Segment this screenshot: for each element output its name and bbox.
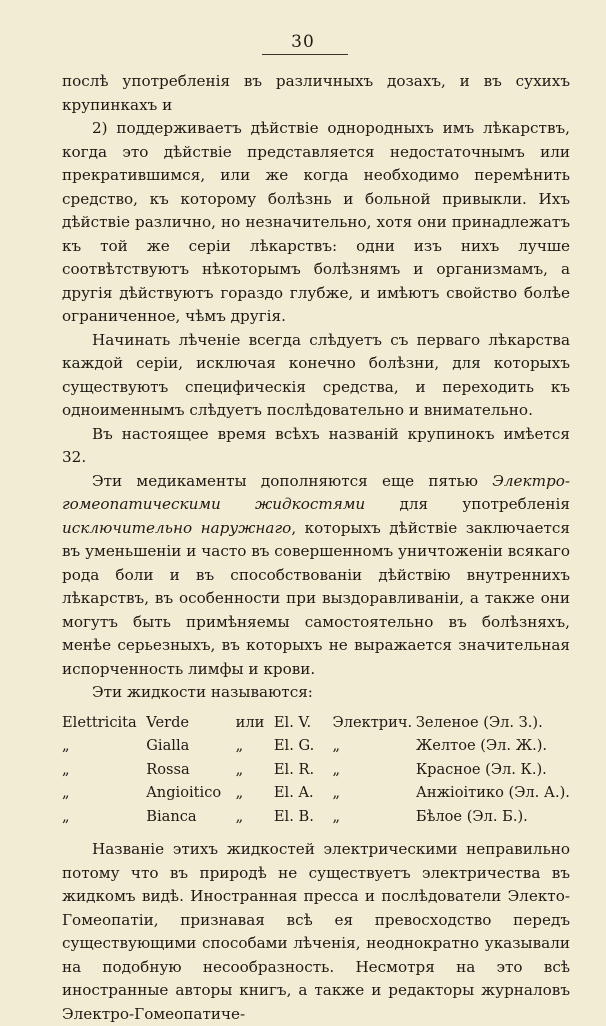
paragraph-liquids-intro [62, 470, 570, 682]
conj-cell: или [235, 713, 265, 731]
russian-prefix-cell: „ [332, 784, 341, 801]
paragraph-treatment: Начинать лѣченіе всегда слѣдуетъ съ перваго лѣкарства каждой серіи, исключая конечно болѣзни, для которыхъ существуютъ специфическія средства, и переходить къ одноименнымъ слѣдуетъ послѣдовательно и внимательно. [62, 330, 570, 419]
table-row [62, 805, 570, 829]
italian-prefix-cell: „ [62, 760, 70, 778]
conj-cell: „ [235, 760, 244, 778]
abbr-cell: El. R. [273, 760, 315, 778]
table-row [62, 711, 570, 735]
italian-name-cell: Rossa [146, 760, 190, 778]
italian-prefix-cell: „ [62, 784, 70, 801]
russian-prefix-cell: „ [332, 760, 341, 778]
page-header [0, 32, 606, 52]
text-run: , которыхъ дѣйствіе заключается въ уменьшеніи и часто въ совершенномъ уничтоженіи всякаго рода боли и въ способствованіи дѣйствію внутреннихъ лѣкарствъ, въ особенности при выздоравливаніи, а также они могутъ быть примѣняемы самостоятельно въ болѣзняхъ, менѣе серьезныхъ, въ которыхъ не выражается значительная испорченность лимфы и крови. [62, 518, 570, 678]
page-body [62, 70, 570, 1026]
paragraph-continued: послѣ употребленія въ различныхъ дозахъ, и въ сухихъ крупинкахъ и [62, 72, 570, 114]
italian-prefix-cell: „ [62, 737, 70, 754]
italian-prefix-cell: „ [62, 807, 70, 825]
russian-name-cell: Бѣлое (Эл. Б.). [415, 807, 528, 825]
paragraph-item-2: 2) поддерживаетъ дѣйствіе однородныхъ имъ лѣкарствъ, когда это дѣйствіе представляется недостаточнымъ или прекратившимся, или же когда необходимо перемѣнить средство, къ которому болѣзнь и больной привыкли. Ихъ дѣйствіе различно, но незначительно, хотя они принадлежатъ къ той же серіи лѣкарствъ: одни изъ нихъ лучше соотвѣтствуютъ нѣкоторымъ болѣзнямъ и организмамъ, а другія дѣйствуютъ гораздо глубже, и имѣютъ свойство болѣе ограниченное, чѣмъ другія. [62, 119, 570, 325]
italic-run: исключительно наружнаго [62, 518, 292, 537]
russian-prefix-cell: „ [332, 737, 341, 754]
italian-name-cell: Bianca [146, 807, 197, 825]
italian-name-cell: Verde [146, 713, 190, 731]
table-row [62, 734, 570, 758]
paragraph-count: Въ настоящее время всѣхъ названій крупинокъ имѣется 32. [62, 424, 570, 466]
table-row [62, 781, 570, 805]
paragraph-liquids-named: Эти жидкости называются: [92, 683, 313, 701]
russian-prefix-cell: „ [332, 807, 341, 825]
abbr-cell: El. B. [273, 807, 314, 825]
russian-name-cell: Зеленое (Эл. З.). [415, 713, 543, 731]
liquids-table [62, 711, 570, 829]
abbr-cell: El. G. [273, 737, 315, 754]
header-rule [262, 54, 348, 55]
text-run: Эти медикаменты дополняются еще пятью [92, 471, 478, 490]
italian-name-cell: Angioitico [146, 784, 222, 801]
conj-cell: „ [235, 807, 244, 825]
russian-name-cell: Желтое (Эл. Ж.). [415, 737, 548, 754]
abbr-cell: El. A. [273, 784, 314, 801]
russian-name-cell: Анжіоітико (Эл. А.). [415, 784, 570, 801]
conj-cell: „ [235, 737, 244, 754]
conj-cell: „ [235, 784, 244, 801]
russian-prefix-cell: Электрич. [332, 713, 413, 731]
paragraph-naming-note: Названіе этихъ жидкостей электрическими неправильно потому что въ природѣ не существуетъ электричества въ жидкомъ видѣ. Иностранная пресса и послѣдователи Электо-Гомеопатіи, признавая всѣ ея превосходство передъ существующими способами лѣченія, неоднократно указывали на подобную несообразность. Несмотря на это всѣ иностранные авторы книгъ, а также и редакторы журналовъ Электро-Гомеопатиче- [62, 840, 570, 1023]
italian-prefix-cell: Elettricita [62, 713, 137, 731]
russian-name-cell: Красное (Эл. К.). [415, 760, 547, 778]
italian-name-cell: Gialla [146, 737, 190, 754]
abbr-cell: El. V. [273, 713, 312, 731]
italic-run: Электро-гомеопатическими жидкостями [62, 471, 571, 513]
page-number: 30 [291, 32, 315, 52]
table-row [62, 758, 570, 782]
text-run: для употребленія [399, 495, 570, 513]
